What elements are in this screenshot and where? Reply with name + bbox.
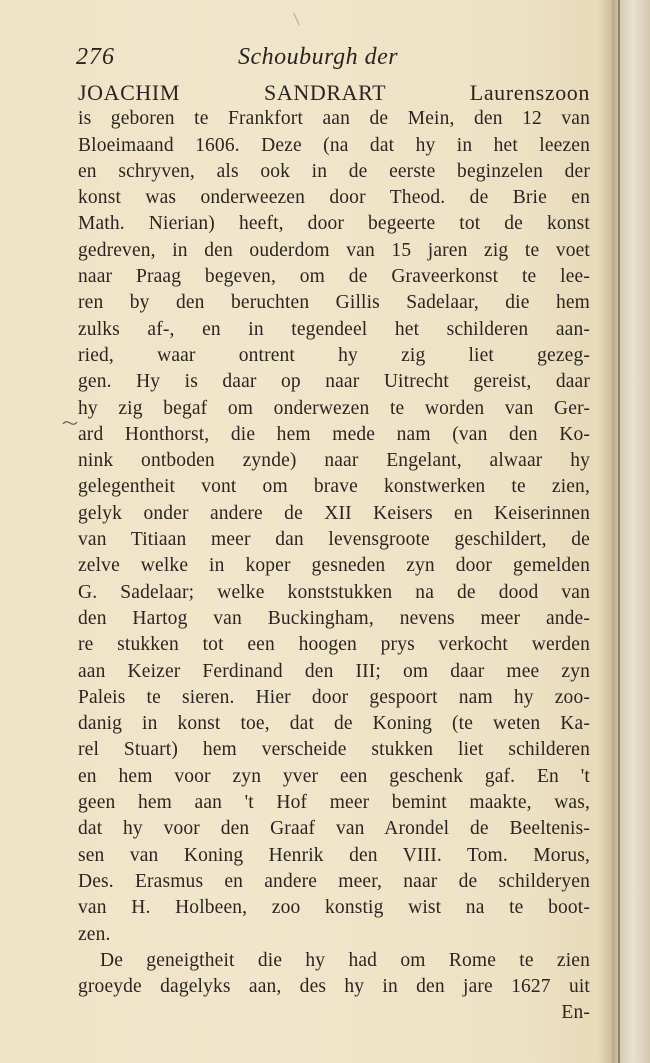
catchword: En- (561, 1002, 590, 1024)
text-line: gelegentheit vont om brave konstwerken te zien, (78, 476, 590, 498)
text-line: gelyk onder andere de XII Keisers en Keiserinnen (78, 502, 590, 524)
text-line: JOACHIM SANDRART Laurenszoon (78, 80, 590, 105)
text-line: hy zig begaf om onderwezen te worden van Ger- (78, 397, 590, 419)
text-line: aan Keizer Ferdinand den III; om daar mee zyn (78, 660, 590, 682)
text-line: dat hy voor den Graaf van Arondel de Beeltenis- (78, 818, 590, 840)
text-line: zen. (78, 923, 111, 945)
text-line: gen. Hy is daar op naar Uitrecht gereist, daar (78, 371, 590, 393)
text-line: ard Honthorst, die hem mede nam (van den Ko- (78, 423, 590, 445)
text-line: danig in konst toe, dat de Koning (te weten Ka- (78, 713, 590, 735)
text-line: groeyde dagelyks aan, des hy in den jare 1627 uit (78, 976, 590, 998)
body-text (78, 80, 590, 1027)
text-line: naar Praag begeven, om de Graveerkonst te lee- (78, 266, 590, 288)
text-line: geen hem aan 't Hof meer bemint maakte, was, (78, 792, 590, 814)
spine-edge-line (618, 0, 620, 1063)
text-line: ried, waar ontrent hy zig liet gezeg- (78, 344, 590, 366)
text-line: ren by den beruchten Gillis Sadelaar, die hem (78, 292, 590, 314)
text-line: sen van Koning Henrik den VIII. Tom. Morus, (78, 844, 590, 866)
text-line: is geboren te Frankfort aan de Mein, den 12 van (78, 108, 590, 130)
text-line: G. Sadelaar; welke konststukken na de dood van (78, 581, 590, 603)
text-line: van Titiaan meer dan levensgroote geschildert, de (78, 529, 590, 551)
text-line: rel Stuart) hem verscheide stukken liet schilderen (78, 739, 590, 761)
text-line: gedreven, in den ouderdom van 15 jaren zig te voet (78, 239, 590, 261)
text-line: en hem voor zyn yver een geschenk gaf. En 't (78, 765, 590, 787)
text-line: Bloeimaand 1606. Deze (na dat hy in het leezen (78, 134, 590, 156)
text-line: Des. Erasmus en andere meer, naar de schilderyen (78, 870, 590, 892)
page-header (76, 44, 596, 84)
text-line: re stukken tot een hoogen prys verkocht werden (78, 634, 590, 656)
page-number: 276 (76, 44, 115, 70)
text-line: Math. Nierian) heeft, door begeerte tot de konst (78, 213, 590, 235)
tilde-mark-icon (62, 419, 78, 427)
text-line: van H. Holbeen, zoo konstig wist na te boot- (78, 897, 590, 919)
margin-annotation-mark (62, 414, 78, 422)
text-line: en schryven, als ook in de eerste beginzelen der (78, 160, 590, 182)
text-line: zulks af-, en in tegendeel het schilderen aan- (78, 318, 590, 340)
text-line: zelve welke in koper gesneden zyn door gemelden (78, 555, 590, 577)
text-line: konst was onderweezen door Theod. de Brie en (78, 187, 590, 209)
text-line: Paleis te sieren. Hier door gespoort nam hy zoo- (78, 686, 590, 708)
running-head: Schouburgh der (238, 44, 399, 70)
text-line: nink ontboden zynde) naar Engelant, alwaar hy (78, 450, 590, 472)
text-line: De geneigtheit die hy had om Rome te zien (100, 949, 590, 971)
text-line: den Hartog van Buckingham, nevens meer ande- (78, 607, 590, 629)
